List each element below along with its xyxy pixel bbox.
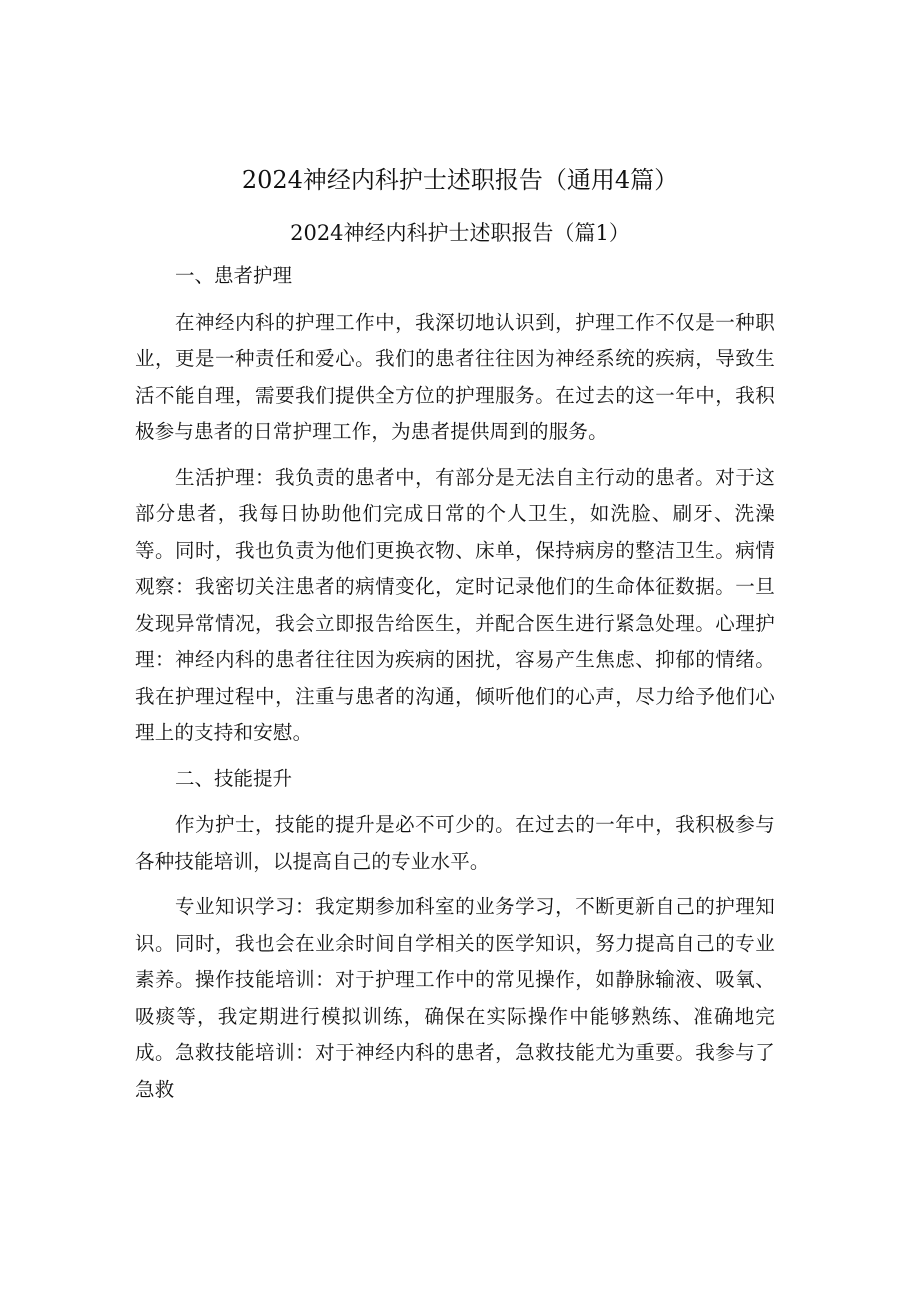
section-heading-patient-care: 一、患者护理 xyxy=(175,264,293,287)
document-subtitle: 2024神经内科护士述职报告（篇1） xyxy=(290,221,630,245)
paragraph: 生活护理：我负责的患者中，有部分是无法自主行动的患者。对于这部分患者，我每日协助他们完成日常的个人卫生，如洗脸、刷牙、洗澡等。同时，我也负责为他们更换衣物、床单，保持病房的整洁卫生。病情观察：我密切关注患者的病情变化，定时记录他们的生命体征数据。一旦发现异常情况，我会立即报告给医生，并配合医生进行紧急处理。心理护理：神经内科的患者往往因为疾病的困扰，容易产生焦虑、抑郁的情绪。我在护理过程中，注重与患者的沟通，倾听他们的心声，尽力给予他们心理上的支持和安慰。 xyxy=(135,465,775,744)
paragraph: 专业知识学习：我定期参加科室的业务学习，不断更新自己的护理知识。同时，我也会在业余时间自学相关的医学知识，努力提高自己的专业素养。操作技能培训：对于护理工作中的常见操作，如静脉输液、吸氧、吸痰等，我定期进行模拟训练，确保在实际操作中能够熟练、准确地完成。急救技能培训：对于神经内科的患者，急救技能尤为重要。我参与了急救 xyxy=(135,895,775,1101)
section-heading-skill-improvement: 二、技能提升 xyxy=(175,766,293,790)
document-body xyxy=(135,258,775,1117)
document-title: 2024神经内科护士述职报告（通用4篇） xyxy=(241,166,679,194)
paragraph: 作为护士，技能的提升是必不可少的。在过去的一年中，我积极参与各种技能培训，以提高自己的专业水平。 xyxy=(135,813,775,873)
paragraph: 在神经内科的护理工作中，我深切地认识到，护理工作不仅是一种职业，更是一种责任和爱心。我们的患者往往因为神经系统的疾病，导致生活不能自理，需要我们提供全方位的护理服务。在过去的这一年中，我积极参与患者的日常护理工作，为患者提供周到的服务。 xyxy=(135,310,775,443)
